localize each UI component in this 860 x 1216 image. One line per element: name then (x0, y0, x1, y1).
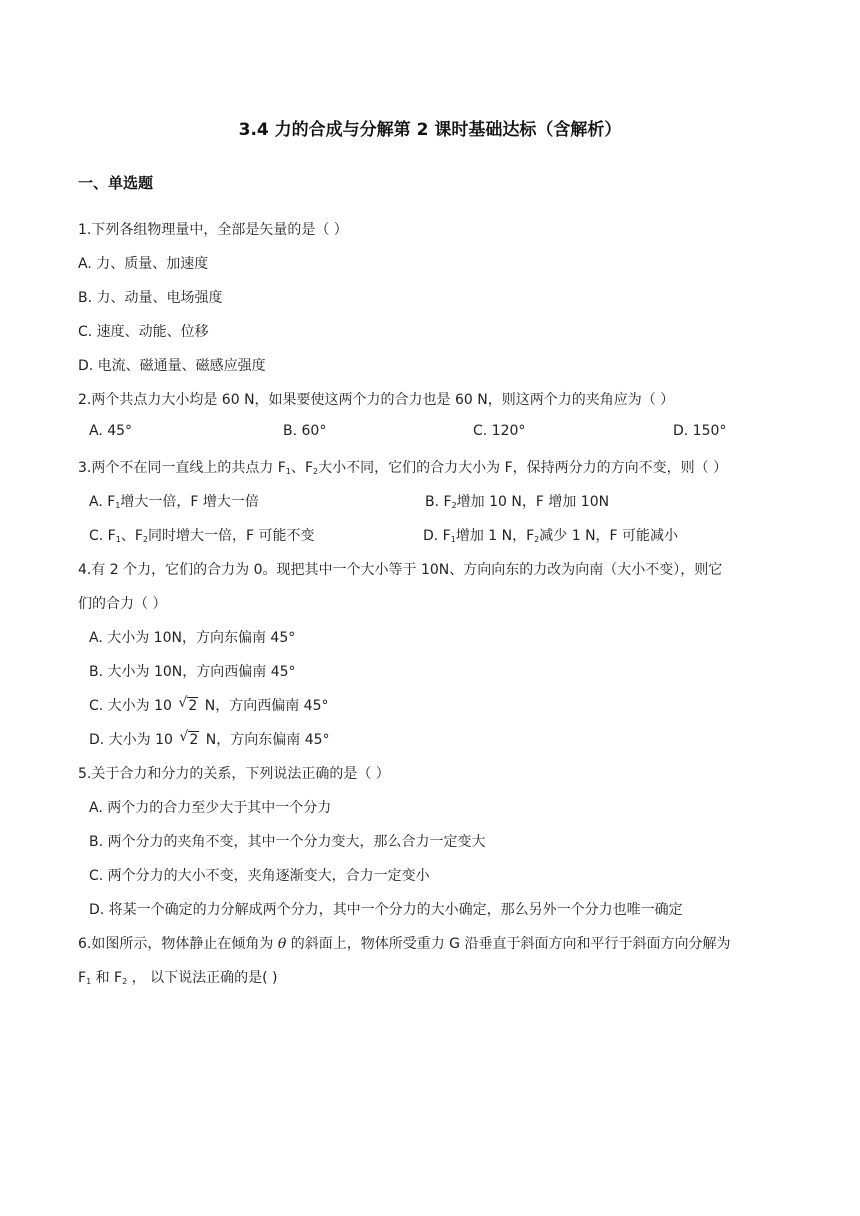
q5-option-b: B. 两个分力的夹角不变，其中一个分力变大，那么合力一定变大 (89, 834, 486, 850)
q2-option-a: A. 45° (89, 423, 133, 439)
document-title: 3.4 力的合成与分解第 2 课时基础达标（含解析） (238, 120, 622, 140)
q5-option-c: C. 两个分力的大小不变，夹角逐渐变大，合力一定变小 (89, 868, 430, 884)
q1-option-b: B. 力、动量、电场强度 (78, 290, 223, 306)
q3-option-d: D. $F_1$增加 1 N，$F_2$减少 1 N，F 可能减小 (423, 528, 679, 544)
q4-option-c: C. 大小为 10 √ 2 N，方向西偏南 45° (89, 695, 329, 714)
q1-option-d: D. 电流、磁通量、磁感应强度 (78, 358, 266, 374)
q2-option-b: B. 60° (283, 423, 327, 439)
section-heading: 一、单选题 (78, 174, 154, 192)
q4-stem-line2: 们的合力（ ） (78, 596, 167, 612)
q4-option-b: B. 大小为 10N，方向西偏南 45° (89, 664, 296, 680)
q5-option-a: A. 两个力的合力至少大于其中一个分力 (89, 800, 332, 816)
q5-option-d: D. 将某一个确定的力分解成两个分力，其中一个分力的大小确定，那么另外一个分力也唯一确定 (89, 902, 683, 918)
q4-option-d: D. 大小为 10 √ 2 N，方向东偏南 45° (89, 729, 330, 748)
q1-stem: 1.下列各组物理量中，全部是矢量的是（ ） (78, 222, 348, 238)
q5-stem: 5.关于合力和分力的关系，下列说法正确的是（ ） (78, 766, 390, 782)
q3-option-b: B. $F_2$增加 10 N，F 增加 10N (425, 494, 610, 510)
q2-option-d: D. 150° (673, 423, 727, 439)
q2-option-c: C. 120° (473, 423, 526, 439)
q1-option-a: A. 力、质量、加速度 (78, 256, 209, 272)
q6-stem-line2: $F_1$ 和 $F_2$ ， 以下说法正确的是( ) (78, 970, 278, 986)
q1-option-c: C. 速度、动能、位移 (78, 324, 209, 340)
sqrt-symbol: √ 2 (178, 695, 198, 714)
q4-option-a: A. 大小为 10N，方向东偏南 45° (89, 630, 296, 646)
q3-stem: 3.两个不在同一直线上的共点力 $F_1$、$F_2$大小不同，它们的合力大小为 F，保持两分力的方向不变，则（ ） (78, 460, 728, 476)
q3-option-c: C. $F_1$、$F_2$同时增大一倍，F 可能不变 (89, 528, 315, 544)
q2-stem: 2.两个共点力大小均是 60 N，如果要使这两个力的合力也是 60 N，则这两个力的夹角应为（ ） (78, 392, 675, 408)
q3-option-a: A. $F_1$增大一倍，F 增大一倍 (89, 494, 259, 510)
q4-stem-line1: 4.有 2 个力，它们的合力为 0。现把其中一个大小等于 10N、方向向东的力改为向南（大小不变），则它 (78, 562, 723, 578)
q6-stem-line1: 6.如图所示，物体静止在倾角为 θ 的斜面上，物体所受重力 G 沿垂直于斜面方向和平行于斜面方向分解为 (78, 936, 731, 952)
sqrt-symbol: √ 2 (179, 729, 199, 748)
